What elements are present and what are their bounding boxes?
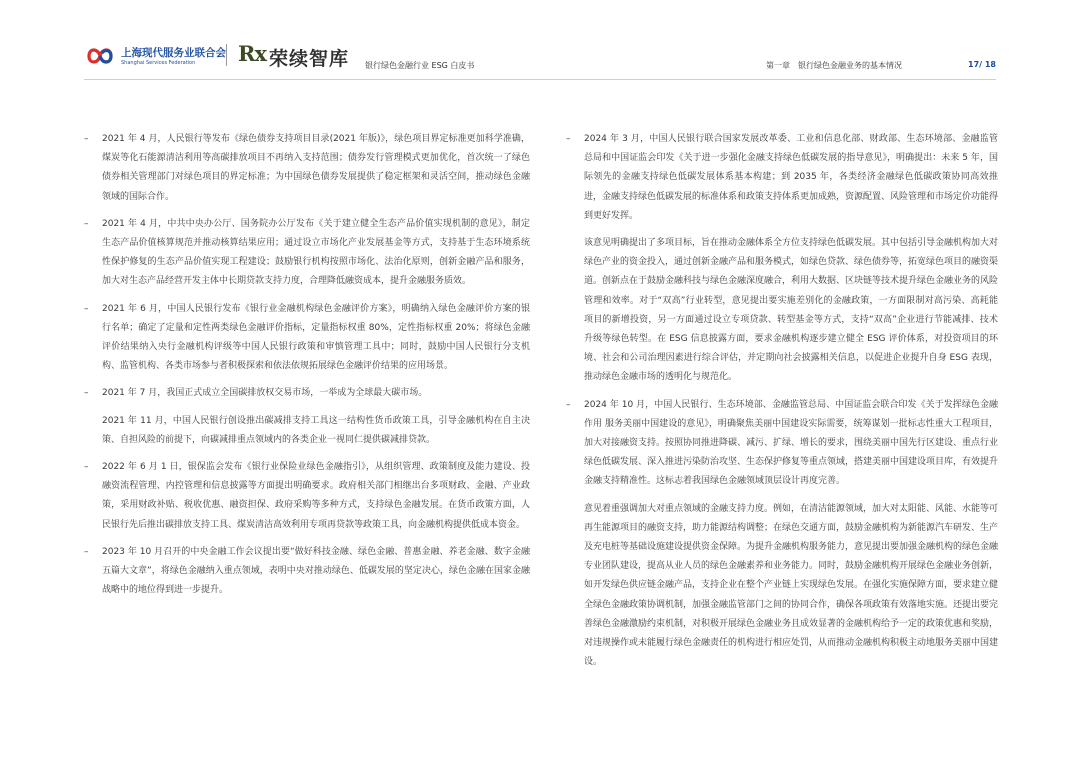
org-name-cn: 上海现代服务业联合会: [121, 47, 226, 59]
right-column: [566, 130, 998, 680]
paragraph: [566, 500, 998, 673]
paragraph: [84, 215, 530, 292]
paragraph: [566, 130, 998, 226]
paragraph: [84, 412, 530, 450]
org-name-en: Shanghai Services Federation: [121, 60, 196, 66]
paragraph-text: 2023 年 10 月召开的中央金融工作会议提出要“做好科技金融、绿色金融、普惠金融、养老金融、数字金融五篇大文章”，将绿色金融纳入重点领域，表明中央对推动绿色、低碳发展的坚定决心，绿色金融在国家金融战略中的地位得到进一步提升。: [102, 546, 530, 596]
page-header: [0, 0, 1080, 80]
paragraph-text: 2021 年 4 月，中共中央办公厅、国务院办公厅发布《关于建立健全生态产品价值实现机制的意见》，制定生态产品价值核算规范并推动核算结果应用；通过设立市场化产业发展基金等方式，支持基于生态环境系统性保护修复的生态产品价值实现工程建设；鼓励银行机构按照市场化、法治化原则，创新金融产品和服务，加大对生态产品经营开发主体中长期贷款支持力度，合理降低融资成本，提升金融服务质效。: [102, 218, 530, 287]
paragraph-text: 2021 年 11 月，中国人民银行创设推出碳减排支持工具这一结构性货币政策工具，引导金融机构在自主决策、自担风险的前提下，向碳减排重点领域内的各类企业一视同仁提供碳减排贷款。: [102, 415, 530, 445]
paragraph-text: 2024 年 3 月，中国人民银行联合国家发展改革委、工业和信息化部、财政部、生态环境部、金融监管总局和中国证监会印发《关于进一步强化金融支持绿色低碳发展的指导意见》，明确提出：未来 5 年，国际领先的金融支持绿色低碳发展体系基本构建；到 2035 年，各类经济金融绿色低碳政策协同高效推进，金融支持绿色低碳发展的标准体系和政策支持体系更加成熟，资源配置、风险管理和市场定价功能得到更好发挥。: [584, 134, 999, 221]
paragraph-text: 2021 年 7 月，我国正式成立全国碳排放权交易市场，一举成为全球最大碳市场。: [102, 388, 428, 399]
paragraph-text: 2022 年 6 月 1 日，银保监会发布《银行业保险业绿色金融指引》，从组织管理、政策制度及能力建设、投融资流程管理、内控管理和信息披露等方面提出明确要求。政府相关部门相继出台多项财政、金融、产业政策，采用财政补贴、税收优惠、融资担保、政府采购等多种方式，支持绿色金融发展。在货币政策方面，人民银行先后推出碳排放支持工具、煤炭清洁高效利用专项再贷款等政策工具，向金融机构提供低成本资金。: [102, 462, 530, 530]
paragraph: [84, 458, 530, 535]
brand-name: 荣续智库: [269, 48, 350, 70]
bullet-dash: –: [84, 546, 89, 557]
header-divider: [84, 79, 996, 80]
paragraph: [566, 396, 998, 492]
bullet-dash: –: [566, 399, 571, 410]
left-column: [84, 130, 530, 608]
bullet-dash: –: [84, 218, 89, 229]
bullet-dash: –: [84, 388, 89, 399]
federation-logo-icon: [86, 44, 114, 68]
chapter-title: 第一章 银行绿色金融业务的基本情况: [766, 61, 902, 70]
paragraph-text: 该意见明确提出了多项目标，旨在推动金融体系全方位支持绿色低碳发展。其中包括引导金融机构加大对绿色产业的资金投入，通过创新金融产品和服务模式，如绿色贷款、绿色债券等，拓宽绿色项目的融资渠道。创新点在于鼓励金融科技与绿色金融深度融合，利用大数据、区块链等技术提升绿色金融业务的风险管理和效率。对于“双高”行业转型，意见提出要实施差别化的金融政策，一方面限制对高污染、高耗能项目的新增投资，另一方面通过设立专项贷款、转型基金等方式，支持“双高”企业进行节能减排、技术升级等绿色转型。在 ESG 信息披露方面，要求金融机构逐步建立健全 ESG 评价体系，对投资项目的环境、社会和公司治理因素进行综合评估，并定期向社会披露相关信息，以促进企业提升自身 ESG 表现，推动绿色金融市场的透明化与规范化。: [584, 238, 999, 383]
paragraph-text: 2021 年 4 月，人民银行等发布《绿色债券支持项目目录(2021 年版)》，绿色项目界定标准更加科学准确，煤炭等化石能源清洁利用等高碳排放项目不再纳入支持范围；债券发行管理模式更加优化，首次统一了绿色债券相关管理部门对绿色项目的界定标准；为中国绿色债券发展提供了稳定框架和灵活空间，推动绿色金融领域的国际合作。: [102, 134, 530, 202]
logo-divider: [226, 44, 227, 66]
page-number: 17/ 18: [968, 60, 996, 69]
paragraph: [566, 234, 998, 388]
paragraph: [84, 130, 530, 207]
paragraph: [84, 384, 530, 403]
paragraph-text: 2024 年 10 月，中国人民银行、生态环境部、金融监管总局、中国证监会联合印发《关于发挥绿色金融作用 服务美丽中国建设的意见》，明确聚焦美丽中国建设实际需要，统筹谋划一批标志性重大工程项目，加大对接融资支持。按照协同推进降碳、减污、扩绿、增长的要求，围绕美丽中国先行区建设、重点行业绿色低碳发展、深入推进污染防治攻坚、生态保护修复等重点领域，搭建美丽中国建设项目库，有效提升金融支持精准性。这标志着我国绿色金融领域顶层设计再度完善。: [584, 399, 999, 487]
paragraph-text: 2021 年 6 月，中国人民银行发布《银行业金融机构绿色金融评价方案》，明确纳入绿色金融评价方案的银行名单；确定了定量和定性两类绿色金融评价指标，定量指标权重 80%，定性指标权重 20%；将绿色金融评价结果纳入央行金融机构评级等中国人民银行政策和审慎管理工具中；同时，鼓励中国人民银行分支机构、监管机构、各类市场参与者积极探索和依法依规拓展绿色金融评价结果的应用场景。: [102, 303, 530, 372]
paragraph-text: 意见着重强调加大对重点领域的金融支持力度。例如，在清洁能源领域，加大对太阳能、风能、水能等可再生能源项目的融资支持，助力能源结构调整；在绿色交通方面，鼓励金融机构为新能源汽车研发、生产及充电桩等基础设施建设提供资金保障。为提升金融机构服务能力，意见提出要加强金融机构的绿色金融专业团队建设，提高从业人员的绿色金融素养和业务能力。同时，鼓励金融机构开展绿色金融业务创新，如开发绿色供应链金融产品，支持企业在整个产业链上实现绿色发展。在强化实施保障方面，要求建立健全绿色金融政策协调机制，加强金融监管部门之间的协同合作，确保各项政策有效落地实施。还提出要完善绿色金融激励约束机制，对积极开展绿色金融业务且成效显著的金融机构给予一定的政策优惠和奖励，对违规操作或未能履行绿色金融责任的机构进行相应处罚，从而推动金融机构积极主动地服务美丽中国建设。: [584, 503, 999, 668]
paragraph: [84, 543, 530, 601]
brand-mark: Rx: [238, 41, 266, 66]
paragraph: [84, 300, 530, 377]
bullet-dash: –: [84, 462, 89, 473]
bullet-dash: –: [84, 134, 89, 144]
bullet-dash: –: [566, 134, 571, 144]
bullet-dash: –: [84, 303, 89, 314]
document-title: 银行绿色金融行业 ESG 白皮书: [365, 61, 475, 70]
